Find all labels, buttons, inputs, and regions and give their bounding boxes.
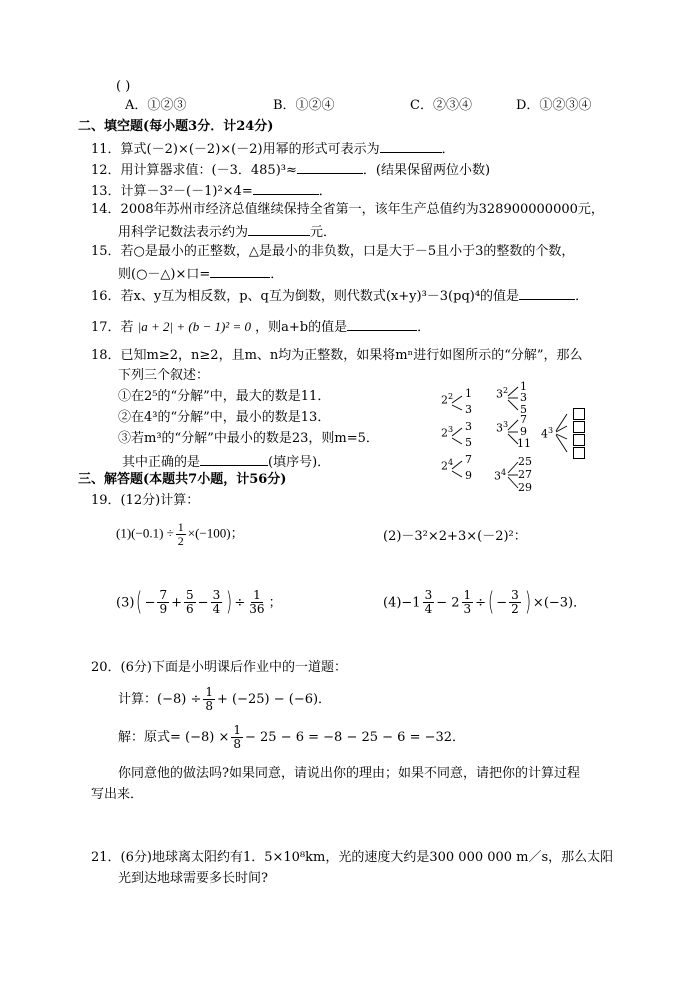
q19-part1: (1)(−0.1) ÷ $\frac{1}{2}$ ×(−100)； [116,520,244,549]
q10-option-a: A．①②③ [125,98,187,113]
diagram-number: 7 [520,413,527,426]
diagram-empty-box[interactable] [573,408,585,420]
question-20-header: 20．(6分)下面是小明课后作业中的一道题： [91,660,347,675]
diagram-base: $2^2$ [441,392,454,407]
q20-calculation: 计算：(−8) ÷ $\frac{1}{8}$ + (−25) − (−6)． [118,685,332,714]
question-16: 16．若x、y互为相反数，p、q互为倒数，则代数式(x+y)³－3(pq)⁴的值是 ． [91,289,589,304]
q19-part3: (3)( − $\frac{7}{9}$ + $\frac{5}{6}$ − $\frac{3}{4}$ ) ÷ $\frac{1}{36}$ ； [116,587,282,617]
diagram-number: 5 [465,436,472,449]
section2-title: 二、填空题(每小题3分．计24分) [78,119,274,134]
diagram-number: 9 [465,469,472,482]
answer-blank[interactable] [253,182,319,195]
diagram-number: 3 [465,420,472,433]
diagram-empty-box[interactable] [573,447,585,459]
diagram-number: 25 [518,455,532,468]
answer-blank[interactable] [347,318,417,331]
diagram-base: $2^4$ [441,458,454,473]
diagram-number: 1 [520,380,527,393]
diagram-number: 3 [465,403,472,416]
q10-paren: ( ) [116,79,131,94]
question-21-line1: 21．(6分)地球离太阳约有1．5×10⁸km，光的速度大约是300 000 000 m／s，那么太阳 [91,850,614,865]
question-18-statement-1: ①在2⁵的“分解”中，最大的数是11． [118,389,331,404]
answer-blank[interactable] [200,453,268,466]
question-11: 11．算式(－2)×(－2)×(－2)用幂的形式可表示为 ． [91,142,455,157]
question-13: 13．计算－3²－(－1)²×4= ． [91,184,332,199]
diagram-number: 3 [520,391,527,404]
diagram-number: 1 [465,387,472,400]
question-19-header: 19．(12分)计算： [91,493,200,508]
q19-part4: (4)−1 $\frac{3}{4}$ − 2 $\frac{1}{3}$ ÷( − $\frac{3}{2}$ ) ×(−3)． [383,587,587,617]
q19-part2: (2)－3²×2+3×(－2)²： [383,529,527,544]
diagram-base: $2^3$ [441,425,454,440]
answer-blank[interactable] [210,265,270,278]
question-20-line1: 你同意他的做法吗?如果同意，请说出你的理由；如果不同意，请把你的计算过程 [118,766,580,781]
diagram-base: $3^3$ [496,420,509,435]
q10-option-b: B．①②④ [273,98,335,113]
question-20-line2: 写出来． [91,787,144,802]
diagram-base: $4^3$ [541,426,554,441]
question-18-answer: 其中正确的是 (填序号)． [122,455,331,470]
question-14-line2: 用科学记数法表示约为 元． [118,225,337,240]
diagram-base: $3^2$ [496,386,509,401]
diagram-number: 5 [520,403,527,416]
question-21-line2: 光到达地球需要多长时间? [118,871,268,886]
q10-option-d: D．①②③④ [516,98,592,113]
question-15-line2: 则(○－△)×口= ． [118,267,284,282]
diagram-number: 29 [518,481,532,494]
diagram-base: $3^4$ [494,468,507,483]
diagram-empty-box[interactable] [573,434,585,446]
q20-solution: 解：原式= (−8) × $\frac{1}{8}$ − 25 − 6 = −8 − 25 − 6 = −32． [118,723,466,752]
answer-blank[interactable] [519,287,575,300]
diagram-number: 7 [465,453,472,466]
answer-blank[interactable] [297,161,363,174]
diagram-empty-box[interactable] [573,421,585,433]
question-15-line1: 15．若○是最小的正整数，△是最小的非负数，口是大于－5且小于3的整数的个数， [91,244,575,259]
question-14-line1: 14．2008年苏州市经济总值继续保持全省第一，该年生产总值约为328900000000元， [91,202,604,217]
question-17: 17．若 |a + 2| + (b − 1)² = 0 ，则a+b的值是 ． [91,319,431,335]
section3-title: 三、解答题(本题共7小题，计56分) [78,472,287,487]
q17-expression: |a + 2| + (b − 1)² = 0 [137,319,251,334]
question-18-statement-2: ②在4³的“分解”中，最小的数是13． [118,410,331,425]
question-18-line1: 18．已知m≥2，n≥2，且m、n均为正整数，如果将mⁿ进行如图所示的“分解”，那么 [91,348,583,363]
diagram-number: 9 [520,425,527,438]
diagram-number: 27 [518,468,532,481]
answer-blank[interactable] [380,140,442,153]
question-12: 12．用计算器求值：(－3．485)³≈ ．(结果保留两位小数) [91,163,491,178]
question-18-line2: 下列三个叙述： [118,368,210,383]
answer-blank[interactable] [248,223,310,236]
diagram-number: 11 [517,437,531,450]
q10-option-c: C．②③④ [410,98,472,113]
question-18-statement-3: ③若m³的“分解”中最小的数是23，则m=5． [118,431,379,446]
